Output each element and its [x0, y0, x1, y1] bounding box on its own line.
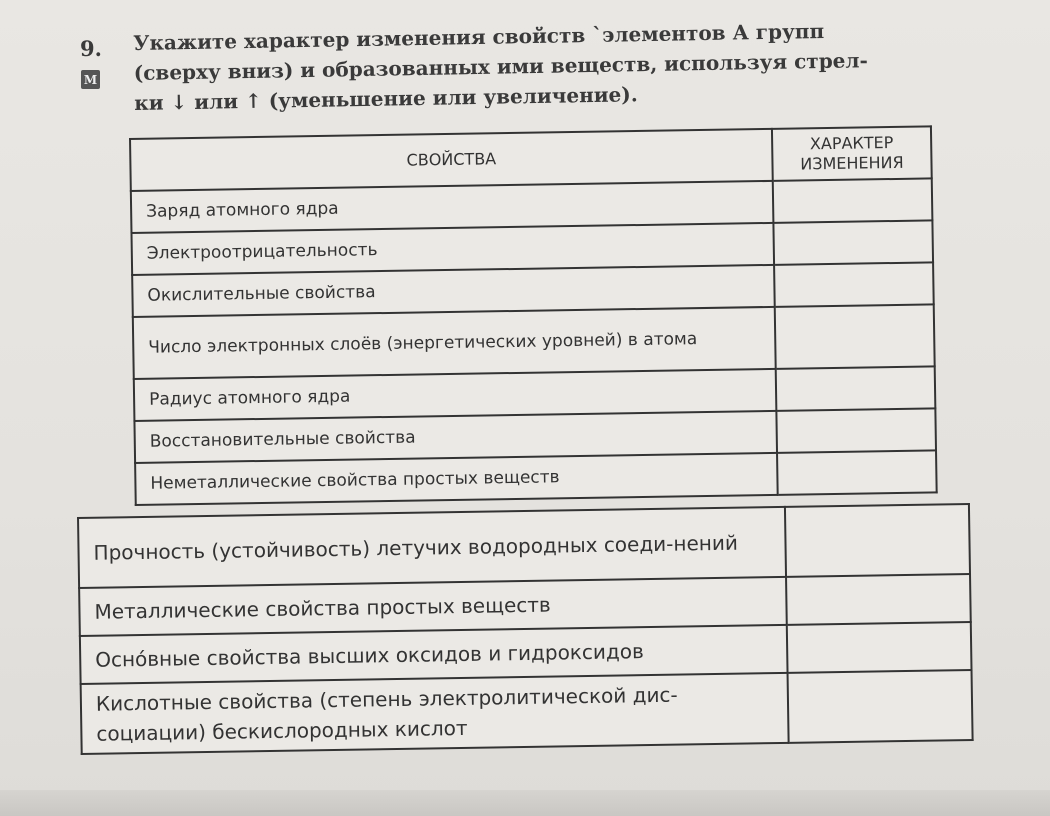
answer-cell[interactable]	[788, 670, 973, 743]
property-cell: Электроотрицательность	[131, 223, 774, 275]
answer-cell[interactable]	[787, 622, 972, 673]
task-statement	[133, 14, 934, 118]
header-properties: СВОЙСТВА	[130, 129, 773, 191]
property-cell: Неметаллические свойства простых веществ	[135, 453, 778, 505]
property-cell: Восстановительные свойства	[134, 411, 777, 463]
task-number: 9.	[80, 36, 102, 61]
property-cell: Оснóвные свойства высших оксидов и гидроксидов	[80, 625, 788, 684]
answer-cell[interactable]	[775, 304, 935, 368]
answer-cell[interactable]	[776, 408, 936, 452]
task-marker-icon: М	[81, 70, 100, 89]
property-cell: Число электронных слоёв (энергетических уровней) в атома	[133, 307, 776, 379]
answer-cell[interactable]	[774, 262, 934, 306]
property-cell: Радиус атомного ядра	[134, 369, 777, 421]
answer-cell[interactable]	[773, 178, 933, 222]
answer-cell[interactable]	[777, 450, 937, 494]
properties-table-continued	[77, 503, 974, 755]
header-change: ХАРАКТЕР ИЗМЕНЕНИЯ	[772, 126, 932, 180]
table-row	[81, 670, 973, 754]
property-cell: Прочность (устойчивость) летучих водородных соеди-нений	[78, 507, 786, 588]
property-cell: Кислотные свойства (степень электролитической дис-социации) бескислородных кислот	[81, 673, 789, 754]
answer-cell[interactable]	[786, 574, 971, 625]
page-edge	[0, 790, 1050, 816]
property-cell: Окислительные свойства	[132, 265, 775, 317]
task-line: Укажите характер изменения свойств `элементов А групп	[133, 18, 825, 55]
properties-table	[129, 125, 938, 506]
task-line: ки ↓ или ↑ (уменьшение или увеличение).	[134, 82, 638, 115]
answer-cell[interactable]	[785, 504, 970, 577]
answer-cell[interactable]	[776, 366, 936, 410]
answer-cell[interactable]	[773, 220, 933, 264]
property-cell: Заряд атомного ядра	[131, 181, 774, 233]
property-cell: Металлические свойства простых веществ	[79, 577, 787, 636]
task-line: (сверху вниз) и образованных ими веществ, используя стрел-	[133, 48, 869, 85]
